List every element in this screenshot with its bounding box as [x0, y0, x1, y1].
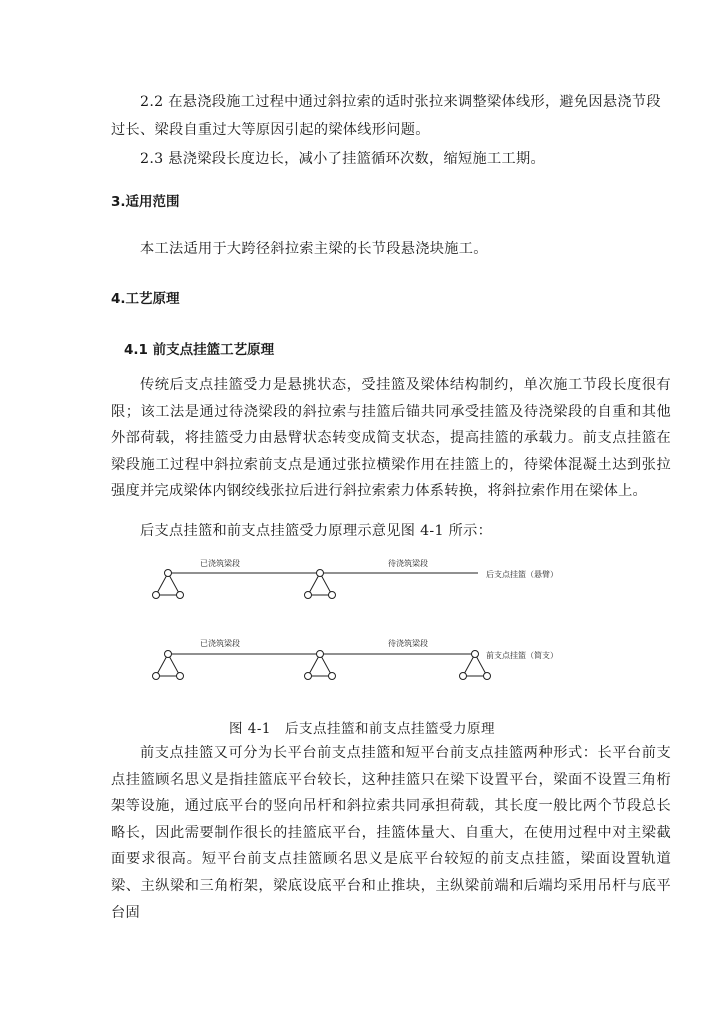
paragraph-see-figure: 后支点挂篮和前支点挂篮受力原理示意见图 4-1 所示： [140, 523, 493, 539]
triangle-support-middle [305, 570, 336, 599]
label-poured-segment: 已浇筑梁段 [200, 559, 240, 568]
label-to-pour-segment: 待浇筑梁段 [388, 639, 428, 648]
diagram-rear-support [153, 558, 559, 599]
heading-front-support-principle: 4.1 前支点挂篮工艺原理 [124, 342, 275, 358]
paragraph-scope: 本工法适用于大跨径斜拉索主梁的长节段悬浇块施工。 [140, 241, 488, 257]
paragraph-front-support-types: 前支点挂篮又可分为长平台前支点挂篮和短平台前支点挂篮两种形式：长平台前支点挂篮顾名思义是指挂篮底平台较长，这种挂篮只在梁下设置平台，梁面不设置三角桁架等设施，通过底平台的竖向吊杆和斜拉索共同承担荷载，其长度一般比两个节段总长略长，因此需要制作很长的挂篮底平台，挂篮体量大、自重大，在使用过程中对主梁截面要求很高。短平台前支点挂篮顾名思义是底平台较短的前支点挂篮，梁面设置轨道梁、主纵梁和三角桁架，梁底设底平台和止推块，主纵梁前端和后端均采用吊杆与底平台固 [111, 745, 671, 921]
triangle-support-left [153, 651, 184, 680]
label-diagram-type: 前支点挂篮（简支） [486, 651, 558, 660]
paragraph-2-3: 2.3 悬浇梁段长度边长，减小了挂篮循环次数，缩短施工工期。 [140, 151, 545, 167]
label-diagram-type: 后支点挂篮（悬臂） [486, 570, 558, 579]
force-principle-diagram [0, 548, 724, 708]
paragraph-principle: 传统后支点挂篮受力是悬挑状态，受挂篮及梁体结构制约，单次施工节段长度很有限；该工法是通过待浇梁段的斜拉索与挂篮后锚共同承受挂篮及待浇梁段的自重和其他外部荷载，将挂篮受力由悬臂状态转变成简支状态，提高挂篮的承载力。前支点挂篮在梁段施工过程中斜拉索前支点是通过张拉横梁作用在挂篮上的，待梁体混凝土达到张拉强度并完成梁体内钢绞线张拉后进行斜拉索索力体系转换，将斜拉索作用在梁体上。 [111, 377, 671, 500]
figure-caption: 图 4-1 后支点挂篮和前支点挂篮受力原理 [228, 721, 496, 737]
heading-principle: 4.工艺原理 [111, 291, 180, 307]
triangle-support-middle [305, 651, 336, 680]
diagram-front-support [153, 638, 559, 680]
heading-scope: 3.适用范围 [111, 194, 180, 210]
label-to-pour-segment: 待浇筑梁段 [388, 559, 428, 568]
paragraph-2-2-line2: 过长、梁段自重过大等原因引起的梁体线形问题。 [111, 122, 430, 138]
triangle-support-left [153, 570, 184, 599]
label-poured-segment: 已浇筑梁段 [200, 639, 240, 648]
paragraph-2-2-line1: 2.2 在悬浇段施工过程中通过斜拉索的适时张拉来调整梁体线形，避免因悬浇节段 [140, 94, 661, 110]
